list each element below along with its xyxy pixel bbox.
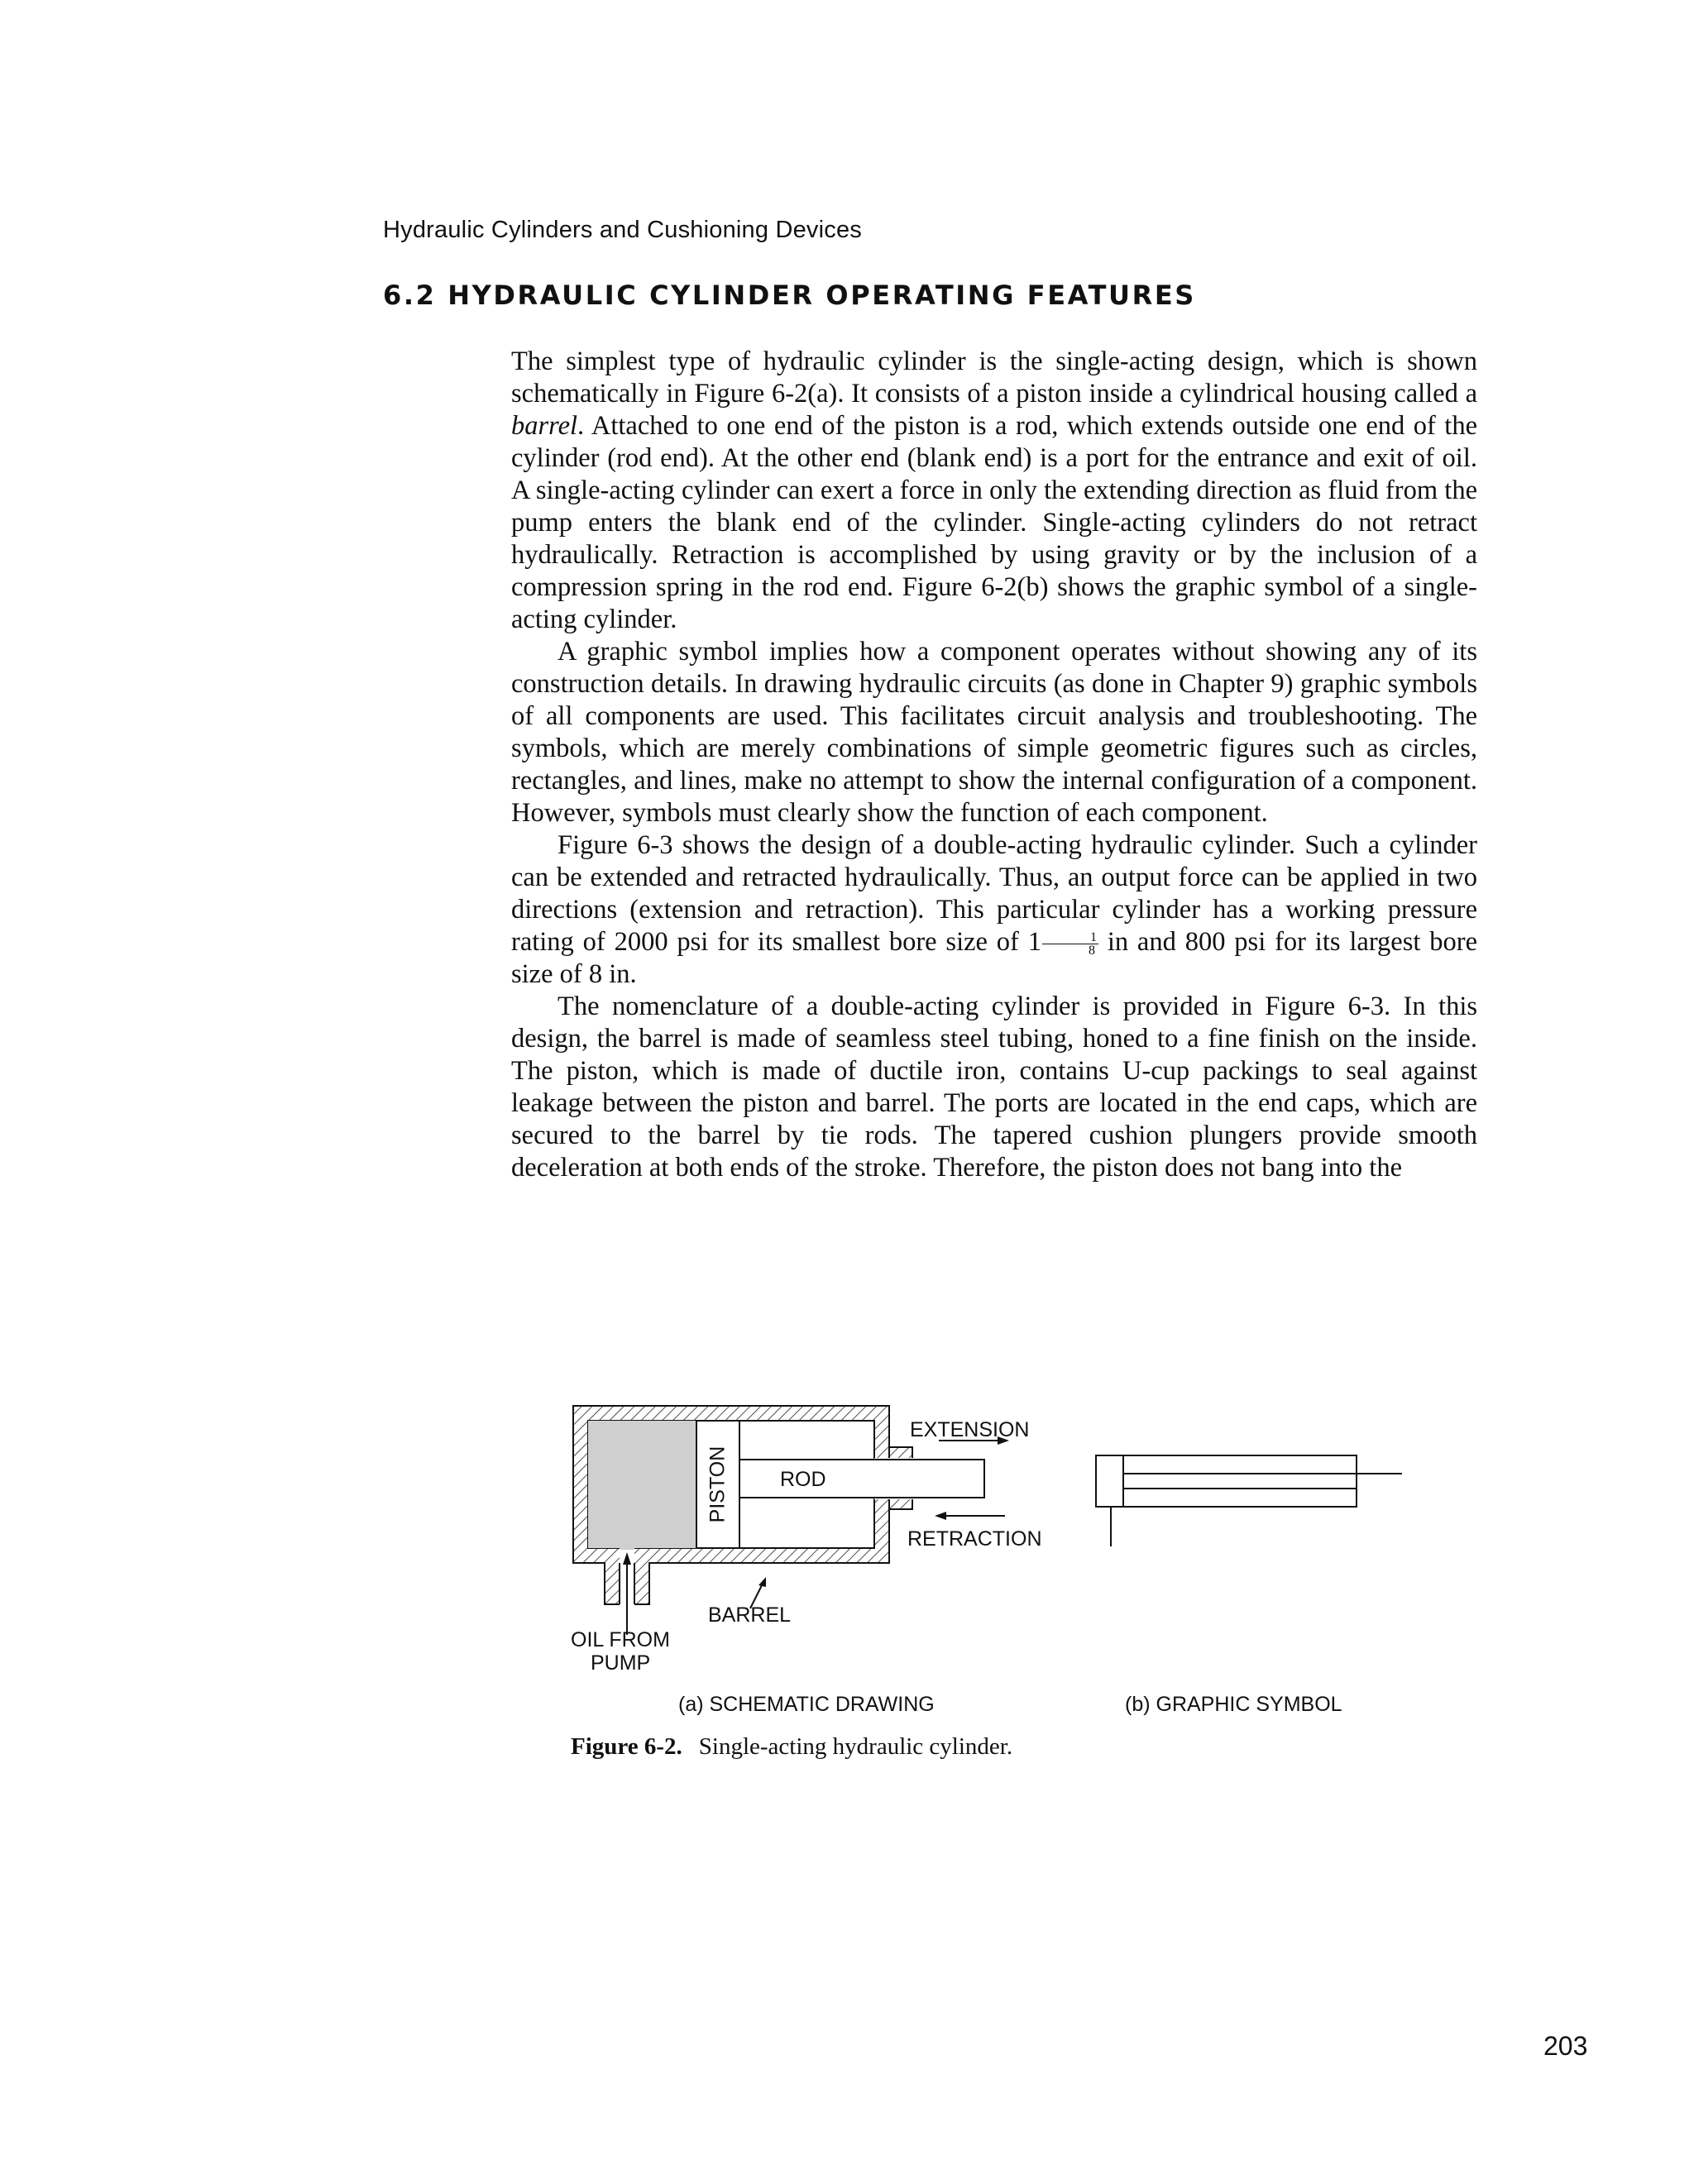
paragraph-3-part-b: in and 800 psi for its largest bore size of 8 in. [511, 927, 1477, 989]
label-barrel: BARREL [708, 1603, 792, 1627]
graphic-symbol [1096, 1455, 1402, 1546]
figure-caption [571, 1733, 1012, 1761]
label-retraction: RETRACTION [907, 1527, 1042, 1551]
fraction-one-eighth [1042, 931, 1098, 957]
label-extension: EXTENSION [910, 1418, 1030, 1441]
paragraph-3 [511, 829, 1477, 991]
paragraph-2: A graphic symbol implies how a component operates without showing any of its construction details. In drawing hydraulic circuits (as done in Chapter 9) graphic symbols of all components are used. This facilitates circuit analysis and troubleshooting. The symbols, which are merely combinations of simple geometric figures such as circles, rectangles, and lines, make no attempt to show the internal configuration of a component. However, symbols must clearly show the function of each component. [511, 637, 1477, 828]
running-head: Hydraulic Cylinders and Cushioning Devices [383, 217, 862, 243]
label-piston: PISTON [706, 1446, 730, 1523]
figure-caption-number: Figure 6-2. [571, 1733, 682, 1760]
symbol-cylinder-body [1096, 1455, 1357, 1507]
body-text [511, 346, 1477, 1184]
figure-6-2-drawing [562, 1393, 1431, 1774]
figure-caption-text: Single-acting hydraulic cylinder. [698, 1733, 1013, 1760]
label-oil-from: OIL FROM [571, 1628, 670, 1651]
fraction-denominator: 8 [1088, 944, 1095, 958]
section-heading: 6.2 HYDRAULIC CYLINDER OPERATING FEATURES [383, 280, 1196, 311]
term-barrel: barrel [511, 411, 578, 441]
fraction-numerator: 1 [1042, 931, 1098, 944]
rod [739, 1460, 984, 1498]
paragraph-4: The nomenclature of a double-acting cylinder is provided in Figure 6-3. In this design, the barrel is made of seamless steel tubing, honed to a fine finish on the inside. The piston, which is made of ductile iron, contains U-cup packings to seal against leakage between the piston and barrel. The ports are located in the end caps, which are secured to the barrel by tie rods. The tapered cushion plungers provide smooth deceleration at both ends of the stroke. Therefore, the piston does not bang into the [511, 992, 1477, 1183]
subcaption-schematic: (a) SCHEMATIC DRAWING [678, 1693, 935, 1716]
page-number: 203 [1543, 2031, 1588, 2061]
oil-chamber [588, 1421, 696, 1548]
paragraph-1-part-b: . Attached to one end of the piston is a rod, which extends outside one end of the cylinder (rod end). At the other end (blank end) is a port for the entrance and exit of oil. A single-acting cylinder can exert a force in only the extending direction as fluid from the pump enters the blank end of the cylinder. Single-acting cylinders do not retract hydraulically. Retraction is accomplished by using gravity or by the inclusion of a compression spring in the rod end. Figure 6-2(b) shows the graphic symbol of a single-acting cylinder. [511, 411, 1477, 634]
paragraph-1-part-a: The simplest type of hydraulic cylinder is the single-acting design, which is shown schematically in Figure 6-2(a). It consists of a piston inside a cylindrical housing called a [511, 346, 1477, 409]
paragraph-3-part-a: Figure 6-3 shows the design of a double-acting hydraulic cylinder. Such a cylinder can be extended and retracted hydraulically. Thus, an output force can be applied in two directions (extension and retraction). This particular cylinder has a working pressure rating of 2000 psi for its smallest bore size of 1 [511, 830, 1477, 957]
paragraph-1 [511, 346, 1477, 636]
figure-6-2 [562, 1393, 1431, 1774]
label-pump: PUMP [591, 1651, 651, 1675]
label-rod: ROD [780, 1468, 826, 1491]
subcaption-graphic-symbol: (b) GRAPHIC SYMBOL [1125, 1693, 1342, 1716]
